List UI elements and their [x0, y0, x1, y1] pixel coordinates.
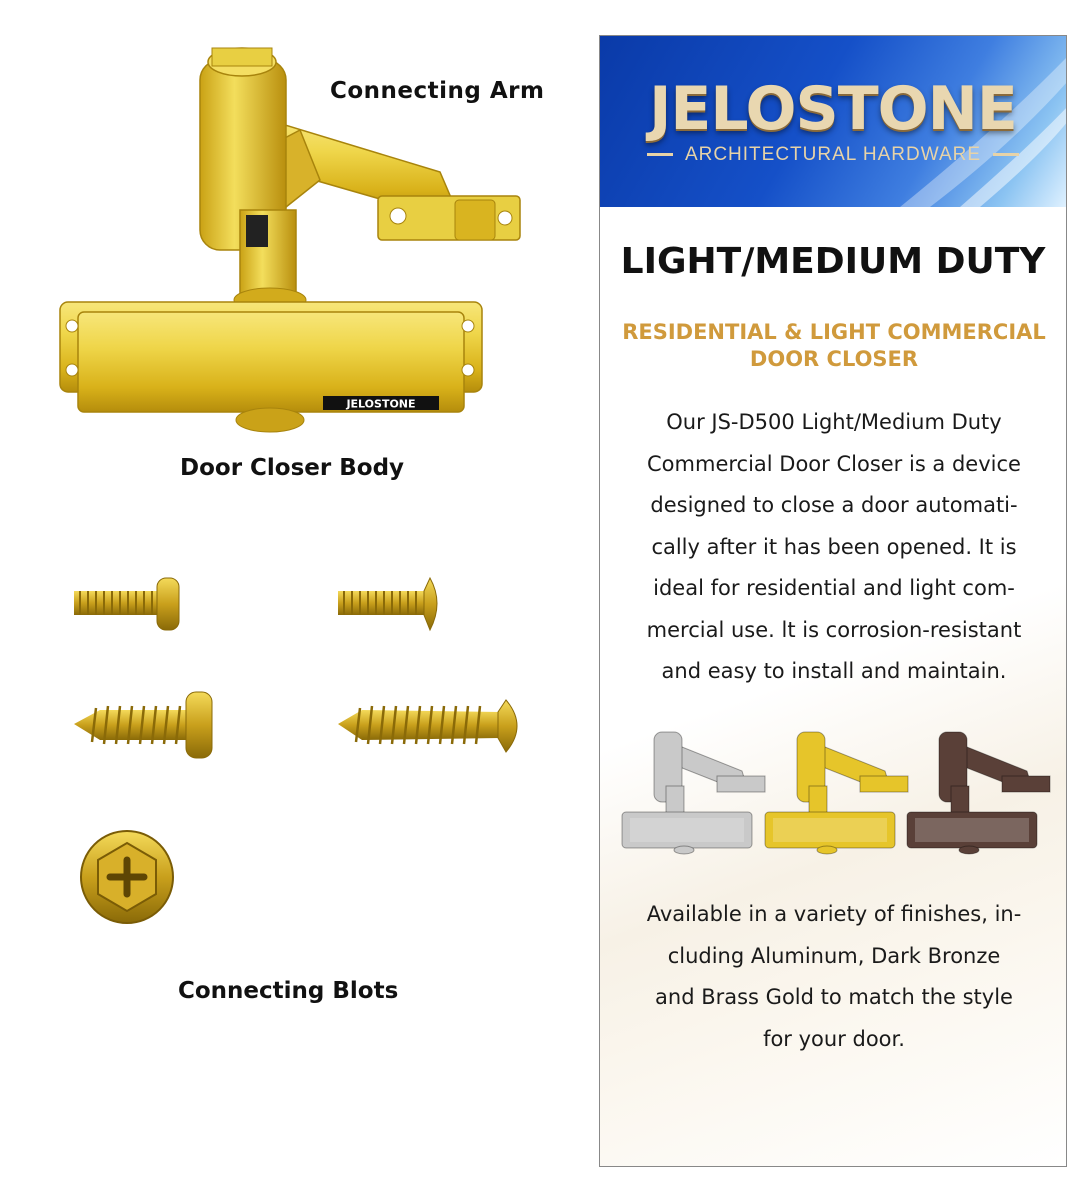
machine-screw-flat: [338, 578, 437, 630]
finish-brass-gold: [765, 732, 908, 854]
label-connecting-bolts: Connecting Blots: [178, 978, 399, 1004]
connecting-bolt-head: [81, 831, 173, 923]
brand-logo: JELOSTONE: [649, 74, 1017, 144]
label-door-closer-body: Door Closer Body: [180, 455, 405, 481]
wood-screw-flat: [338, 700, 517, 752]
panel-subheading: RESIDENTIAL & LIGHT COMMERCIAL DOOR CLOSER: [622, 320, 1046, 371]
panel-availability: Available in a variety of finishes, in- cluding Aluminum, Dark Bronze and Brass Gold to match the style for your door.: [646, 902, 1022, 1051]
info-panel: [599, 35, 1067, 1167]
panel-heading: LIGHT/MEDIUM DUTY: [620, 241, 1046, 282]
machine-screw-pan: [74, 578, 179, 630]
door-closer-body: [60, 288, 482, 432]
body-brand-text: JELOSTONE: [346, 397, 416, 411]
wood-screw-pan: [74, 692, 212, 758]
panel-description: Our JS-D500 Light/Medium Duty Commercial Door Closer is a device designed to close a door automati- cally after it has been opened. It is ideal for residential and light com- mercial use. lt is corrosion-resistant and easy to install and maintain.: [646, 410, 1022, 683]
brand-tagline: ARCHITECTURAL HARDWARE: [600, 144, 1066, 166]
finish-dark-bronze: [907, 732, 1050, 854]
label-connecting-arm: Connecting Arm: [330, 78, 545, 104]
finish-variants: [600, 726, 1067, 856]
connecting-bolts: [74, 578, 517, 923]
brand-banner: [600, 36, 1066, 207]
finish-aluminum: [622, 732, 765, 854]
